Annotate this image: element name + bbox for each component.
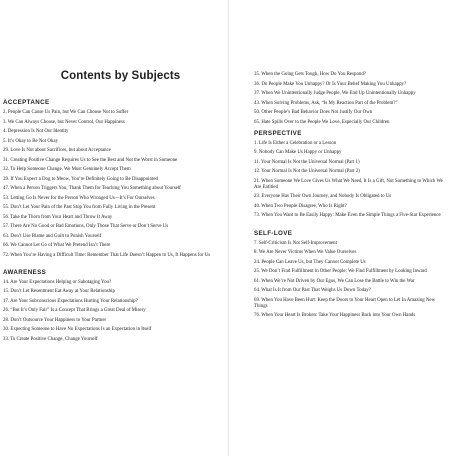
list-item: 25. We Don’t Find Fulfillment in Other People; We Find Fulfillment by Looking Inward (254, 269, 427, 275)
list-item: 4. Depression Is Not Our Identity (3, 129, 69, 134)
list-item: 43. When Solving Problems, Ask, “Is My Reaction Part of the Problem?” (254, 100, 398, 106)
section-list (3, 280, 218, 343)
section-self-love (254, 230, 448, 320)
page-title: Contents by Subjects (60, 70, 181, 82)
list-item: 12. Your Normal Is Not the Universal Normal (Part 2) (254, 169, 360, 175)
list-item: 26. “But It’s Only Fair” Is a Concept That Brings a Great Deal of Misery (3, 308, 146, 314)
right-sections (254, 130, 448, 320)
list-item: 76. When Your Heart Is Broken: Take Your Happiness Back into Your Own Hands (254, 313, 416, 319)
section-list (3, 110, 218, 259)
list-item: 24. People Can Leave Us, but They Cannot Complete Us (254, 259, 366, 265)
list-item: 69. When You Have Been Hurt: Keep the Doors to Your Heart Open to Let In Amazing New Things (254, 297, 436, 309)
list-item: 28. Don’t Outsource Your Happiness to Your Partner (3, 317, 107, 323)
list-item: 31. Creating Positive Change Requires Us to See the Best and Not the Worst in Someone (3, 157, 178, 163)
section-awareness (3, 269, 218, 343)
list-item: 33. To Create Positive Change, Change Yourself (3, 336, 98, 342)
list-item: 53. Letting Go Is Never for the Person Who Wronged Us—It’s For Ourselves (3, 195, 155, 201)
continued-list (254, 72, 448, 126)
left-sections (3, 99, 218, 343)
section-acceptance (3, 99, 218, 259)
list-item: 39. If You Expect a Dog to Meow, You’re Definitely Going to Be Disappointed (3, 176, 158, 182)
list-item: 36. Do People Make You Unhappy? Or Is Your Belief Making You Unhappy? (254, 81, 407, 87)
list-item: 37. When We Unintentionally Judge People, We End Up Unintentionally Unhappy (254, 91, 416, 96)
list-item: 61. When We’re Not Driven by Our Egos, We Can Lose the Battle to Win the War (254, 278, 415, 284)
list-item: 47. When a Person Triggers You, Thank Them for Teaching You Something about Yourself (3, 186, 181, 191)
list-item: 63. Don’t Use Blame and Guilt to Punish Yourself (3, 233, 102, 239)
list-item: 73. When You Want to Be Easily Happy: Make Even the Simple Things a Five-Star Experience (254, 213, 441, 219)
list-item: 66. We Cannot Let Go of What We Pretend Isn’t There (3, 243, 111, 248)
list-item: 65. Hate Spills Over to the People We Love, Especially Our Children (254, 119, 390, 125)
list-item: 9. Nobody Can Make Us Happy or Unhappy (254, 150, 342, 156)
list-item: 17. Are Your Subconscious Expectations Hurting Your Relationship? (3, 298, 138, 304)
list-item: 35. When the Going Gets Tough, How Do You Respond? (254, 72, 366, 77)
right-page (248, 0, 456, 456)
list-item: 8. We Are Never Victims When We Value Ourselves (254, 250, 357, 256)
section-heading: AWARENESS (3, 268, 47, 276)
list-item: 23. Everyone Has Their Own Journey, and Nobody Is Obligated to Us (254, 194, 392, 200)
list-item: 64. What Is It from Our Past That Weighs Us Down Today? (254, 288, 371, 294)
section-heading: PERSPECTIVE (254, 129, 302, 137)
list-item: 21. When Someone We Love Gives Us What We Need, It Is a Gift, Not Something to Which We Are Entitled (254, 178, 443, 190)
list-item: 29. Love Is Not about Sacrifices, but about Acceptance (3, 148, 111, 153)
section-list (254, 241, 448, 320)
list-item: 3. We Can Always Choose, but Never Control, Our Happiness (3, 119, 125, 125)
list-item: 5. It’s Okay to Be Not Okay (3, 138, 59, 144)
list-item: 56. Take the Thorn from Your Heart and Throw It Away (3, 214, 113, 220)
list-item: 32. To Help Someone Change, We Must Genuinely Accept Them (3, 167, 131, 172)
list-item: 40. When Two People Disagree, Who Is Right? (254, 203, 347, 209)
section-heading: ACCEPTANCE (3, 99, 50, 106)
section-heading: SELF-LOVE (254, 229, 293, 237)
list-item: 2. People Can Cause Us Pain, but We Can Choose Not to Suffer (3, 110, 129, 115)
list-item: 55. Don’t Let Your Pain of the Past Stop You from Fully Living in the Present (3, 205, 156, 210)
list-item: 15. Don’t Let Resentment Eat Away at Your Relationship (3, 289, 115, 295)
list-item: 14. Are Your Expectations Helping or Sabotaging You? (3, 279, 112, 285)
list-item: 50. Other People’s Bad Behavior Does Not Justify Our Own (254, 110, 373, 115)
list-item: 7. Self-Criticism Is Not Self-Improvement (254, 240, 337, 246)
section-list (254, 141, 448, 220)
list-item: 30. Expecting Someone to Have No Expectations Is an Expectation in Itself (3, 327, 152, 333)
list-item: 57. There Are No Good or Bad Emotions, Only Those That Serve or Don’t Serve Us (3, 224, 169, 229)
list-item: 11. Your Normal Is Not the Universal Normal (Part 1) (254, 159, 360, 165)
list-item: 1. Life Is Either a Celebration or a Lesson (254, 140, 337, 146)
left-page (0, 0, 226, 456)
page-divider (228, 0, 229, 456)
section-perspective (254, 130, 448, 220)
list-item: 72. When You’re Having a Difficult Time: Remember That Life Doesn’t Happen to Us, It Happens for Us (3, 252, 211, 258)
